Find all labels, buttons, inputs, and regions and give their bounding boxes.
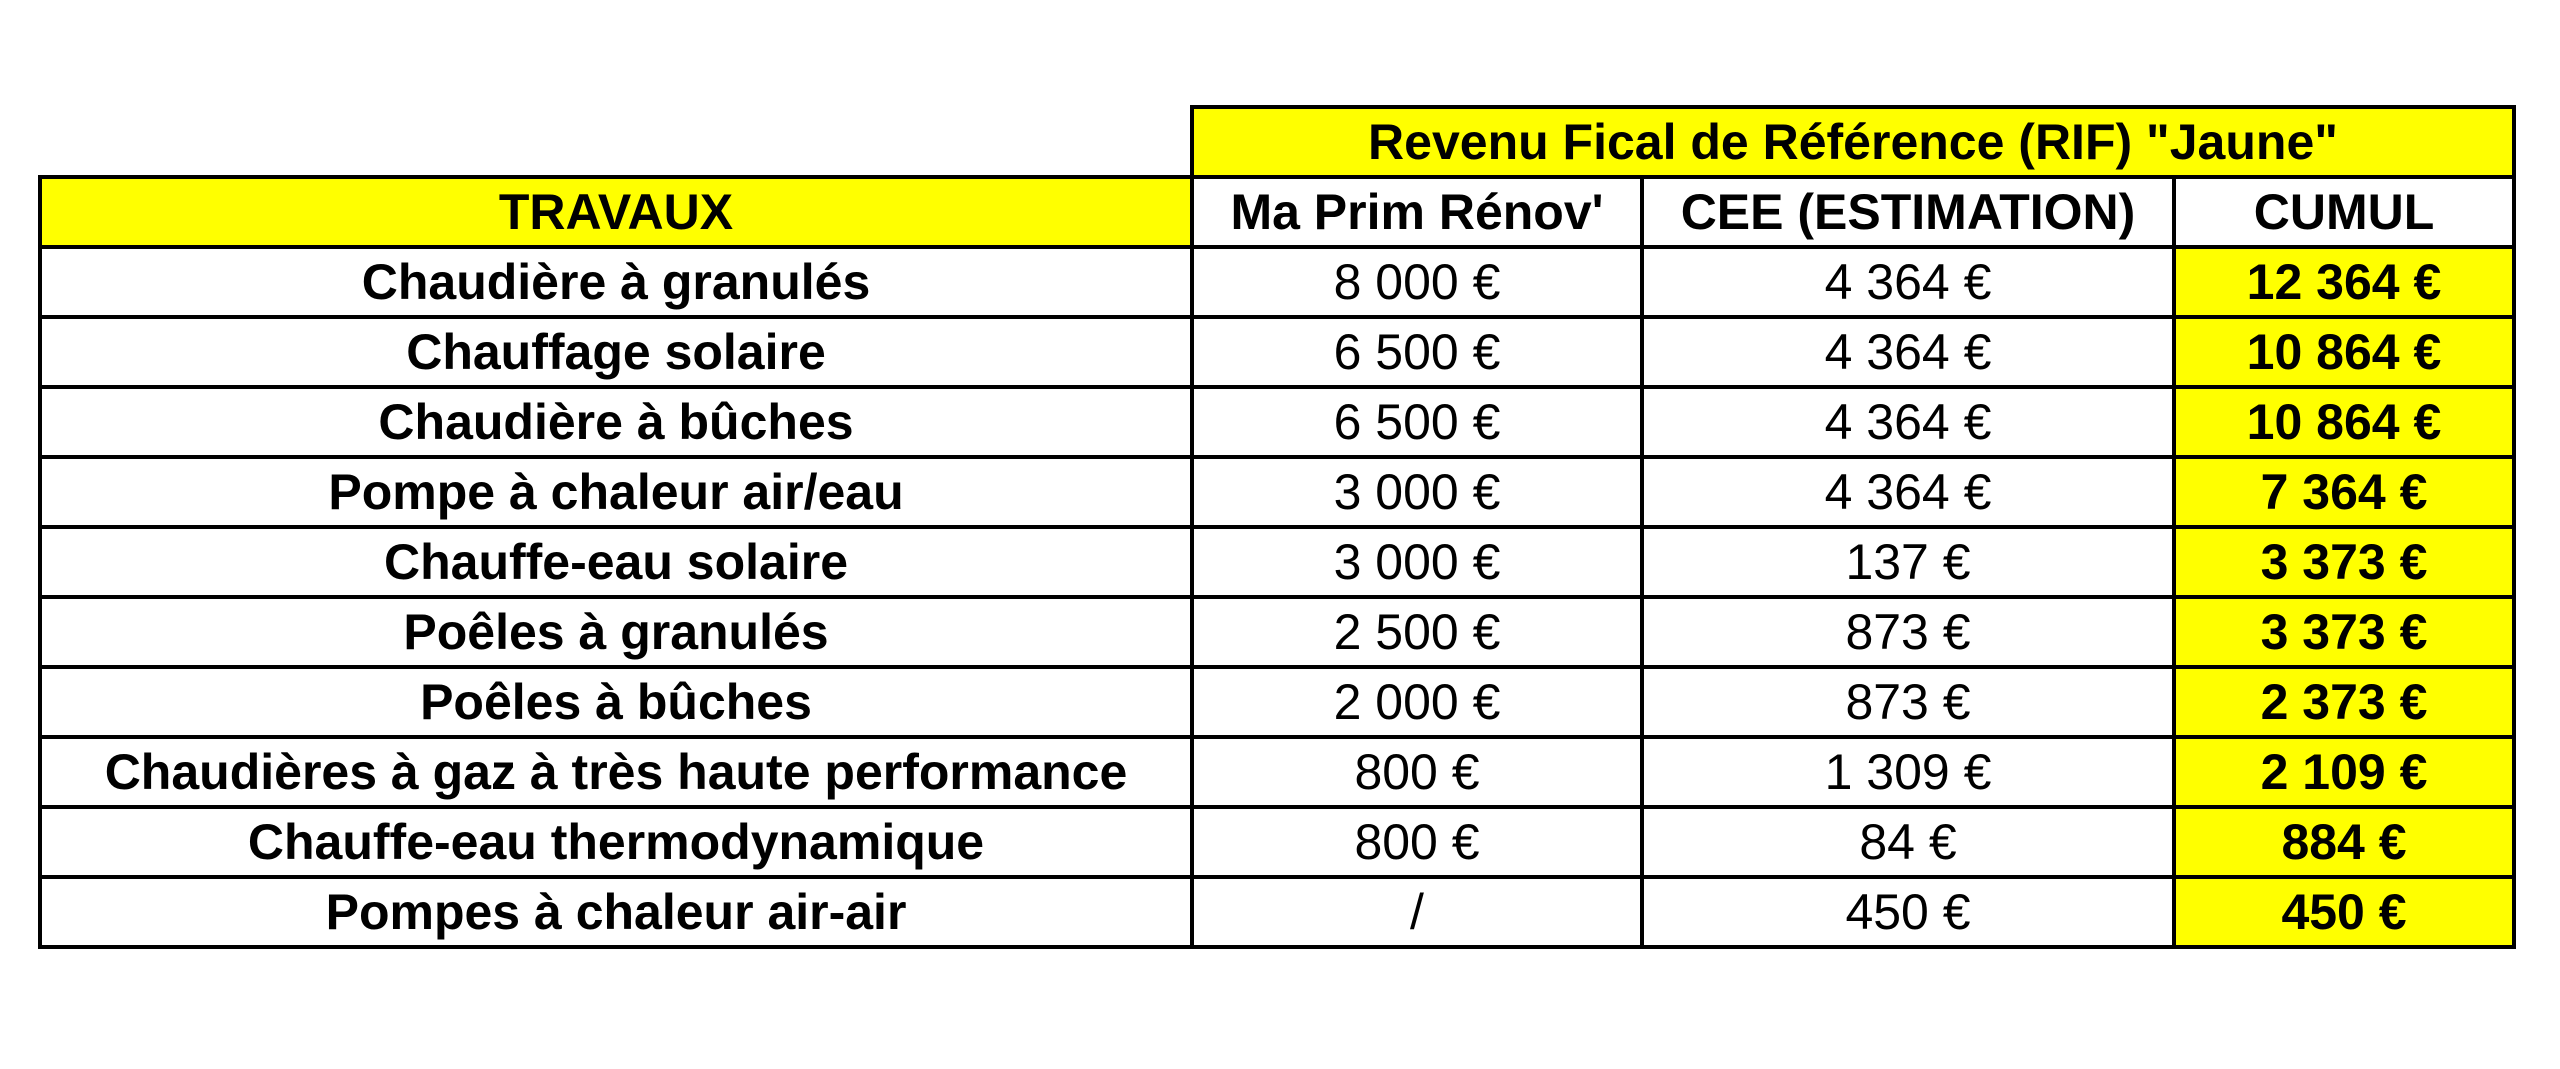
table-row <box>40 247 2514 317</box>
table-row <box>40 597 2514 667</box>
travaux-cell: Chaudière à granulés <box>40 247 1192 317</box>
cumul-cell: 450 € <box>2174 877 2514 947</box>
cee-cell: 4 364 € <box>1642 247 2174 317</box>
cee-cell: 84 € <box>1642 807 2174 877</box>
header-travaux: TRAVAUX <box>40 177 1192 247</box>
cee-cell: 4 364 € <box>1642 457 2174 527</box>
table-row <box>40 807 2514 877</box>
cee-cell: 4 364 € <box>1642 317 2174 387</box>
ma-prim-renov-cell: 800 € <box>1192 737 1642 807</box>
table-row <box>40 457 2514 527</box>
ma-prim-renov-cell: 3 000 € <box>1192 527 1642 597</box>
travaux-cell: Pompe à chaleur air/eau <box>40 457 1192 527</box>
cee-cell: 873 € <box>1642 597 2174 667</box>
cee-cell: 450 € <box>1642 877 2174 947</box>
table-row <box>40 877 2514 947</box>
header-cee: CEE (ESTIMATION) <box>1642 177 2174 247</box>
travaux-cell: Poêles à granulés <box>40 597 1192 667</box>
cee-cell: 873 € <box>1642 667 2174 737</box>
travaux-cell: Chauffage solaire <box>40 317 1192 387</box>
travaux-cell: Chauffe-eau solaire <box>40 527 1192 597</box>
ma-prim-renov-cell: 2 500 € <box>1192 597 1642 667</box>
table-row <box>40 527 2514 597</box>
travaux-cell: Chaudières à gaz à très haute performance <box>40 737 1192 807</box>
ma-prim-renov-cell: / <box>1192 877 1642 947</box>
cee-cell: 1 309 € <box>1642 737 2174 807</box>
cumul-cell: 2 109 € <box>2174 737 2514 807</box>
travaux-cell: Chaudière à bûches <box>40 387 1192 457</box>
cumul-cell: 12 364 € <box>2174 247 2514 317</box>
aid-table <box>38 105 2516 949</box>
table-row <box>40 667 2514 737</box>
travaux-cell: Chauffe-eau thermodynamique <box>40 807 1192 877</box>
table-row <box>40 737 2514 807</box>
cumul-cell: 10 864 € <box>2174 387 2514 457</box>
empty-corner-cell <box>40 107 1192 177</box>
ma-prim-renov-cell: 6 500 € <box>1192 317 1642 387</box>
header-cumul: CUMUL <box>2174 177 2514 247</box>
ma-prim-renov-cell: 8 000 € <box>1192 247 1642 317</box>
travaux-cell: Poêles à bûches <box>40 667 1192 737</box>
cumul-cell: 884 € <box>2174 807 2514 877</box>
ma-prim-renov-cell: 2 000 € <box>1192 667 1642 737</box>
ma-prim-renov-cell: 6 500 € <box>1192 387 1642 457</box>
cee-cell: 137 € <box>1642 527 2174 597</box>
cumul-cell: 2 373 € <box>2174 667 2514 737</box>
cumul-cell: 10 864 € <box>2174 317 2514 387</box>
group-header-cell: Revenu Fical de Référence (RIF) "Jaune" <box>1192 107 2514 177</box>
header-ma-prim-renov: Ma Prim Rénov' <box>1192 177 1642 247</box>
ma-prim-renov-cell: 800 € <box>1192 807 1642 877</box>
cumul-cell: 3 373 € <box>2174 527 2514 597</box>
column-header-row <box>40 177 2514 247</box>
cumul-cell: 3 373 € <box>2174 597 2514 667</box>
table-row <box>40 317 2514 387</box>
table-row <box>40 387 2514 457</box>
cumul-cell: 7 364 € <box>2174 457 2514 527</box>
ma-prim-renov-cell: 3 000 € <box>1192 457 1642 527</box>
travaux-cell: Pompes à chaleur air-air <box>40 877 1192 947</box>
group-header-row <box>40 107 2514 177</box>
cee-cell: 4 364 € <box>1642 387 2174 457</box>
